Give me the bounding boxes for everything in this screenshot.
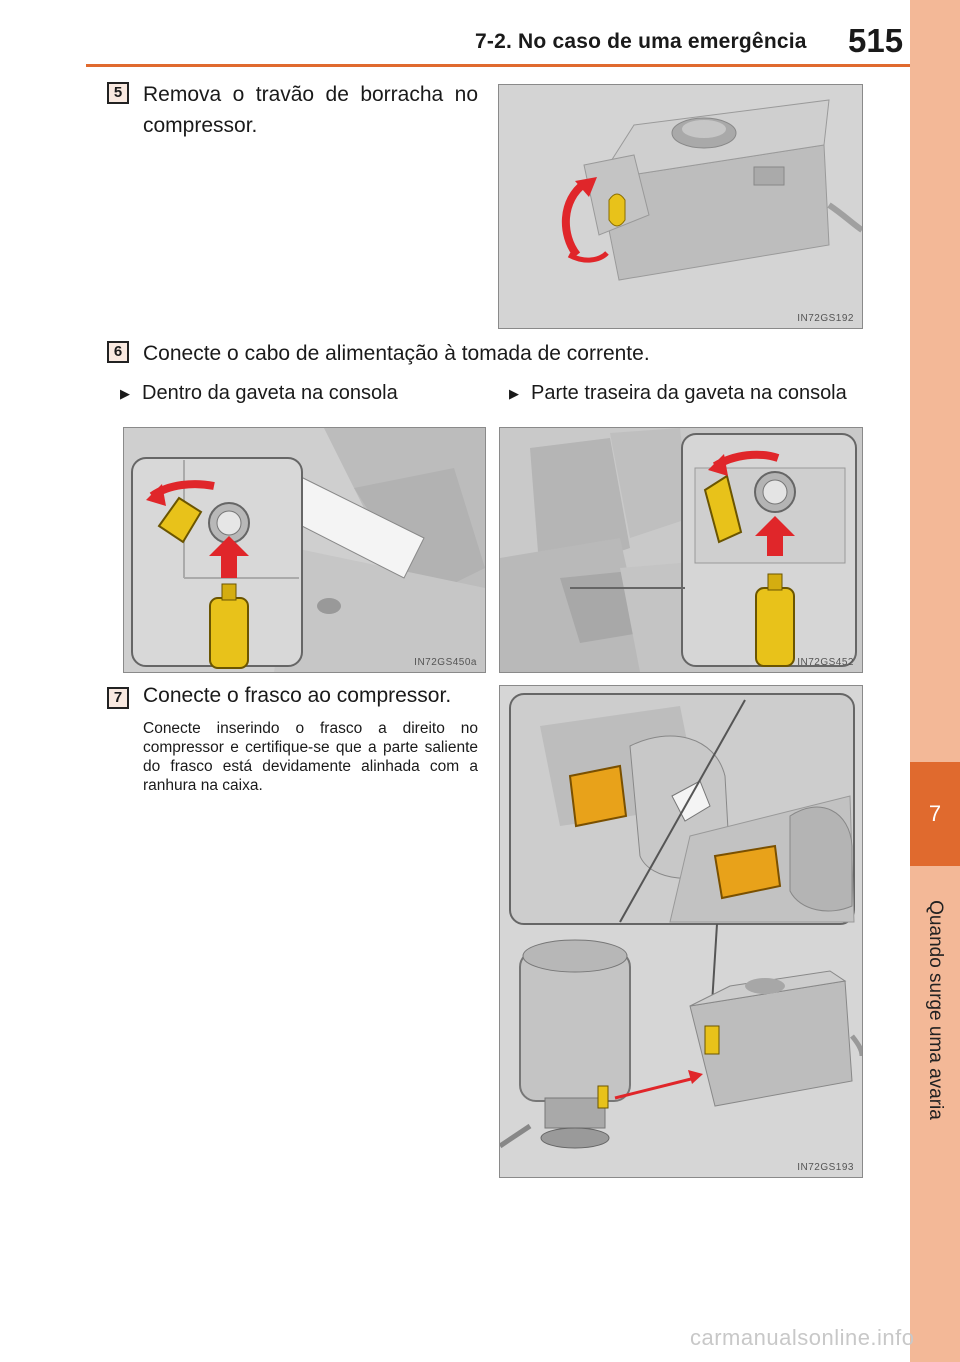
- option-label-text: Dentro da gaveta na consola: [142, 382, 398, 404]
- step-number-6: 6: [107, 341, 129, 363]
- figure-bottle-to-compressor: [499, 685, 863, 1178]
- step-5-instruction: [143, 79, 478, 141]
- chapter-side-strip: [910, 0, 960, 1362]
- triangle-bullet-icon: ▶: [509, 385, 519, 401]
- figure-code: IN72GS450a: [414, 657, 477, 668]
- option-label-rear-drawer: [509, 382, 847, 405]
- step-number-7: 7: [107, 687, 129, 709]
- chapter-number-tab[interactable]: 7: [910, 762, 960, 866]
- figure-code: IN72GS192: [797, 313, 854, 324]
- step-5-line-1: Remova o travão de borracha no: [143, 83, 478, 106]
- step-7-note: Conecte inserindo o frasco a direito no compressor e certifique-se que a parte saliente do frasco está devidamente alinhada com a ranhura na caixa.: [143, 720, 478, 794]
- step-number-5: 5: [107, 82, 129, 104]
- option-label-inside-drawer: [120, 382, 398, 405]
- section-title: 7-2. No caso de uma emergência: [475, 30, 807, 53]
- chapter-title: Quando surge uma avaria: [925, 900, 946, 1120]
- triangle-bullet-icon: ▶: [120, 385, 130, 401]
- option-label-text: Parte traseira da gaveta na consola: [531, 382, 847, 404]
- figure-rear-drawer-socket: [499, 427, 863, 673]
- header-divider: [86, 64, 910, 67]
- step-7-instruction: Conecte o frasco ao compressor.: [143, 684, 452, 707]
- figure-code: IN72GS452: [797, 657, 854, 668]
- figure-code: IN72GS193: [797, 1162, 854, 1173]
- step-5-line-2: compressor.: [143, 114, 258, 137]
- watermark: carmanualsonline.info: [690, 1325, 915, 1350]
- figure-console-drawer-socket: [123, 427, 486, 673]
- page-number: 515: [848, 22, 904, 59]
- figure-compressor-rubber-stopper: [498, 84, 863, 329]
- step-6-instruction: Conecte o cabo de alimentação à tomada de corrente.: [143, 342, 650, 365]
